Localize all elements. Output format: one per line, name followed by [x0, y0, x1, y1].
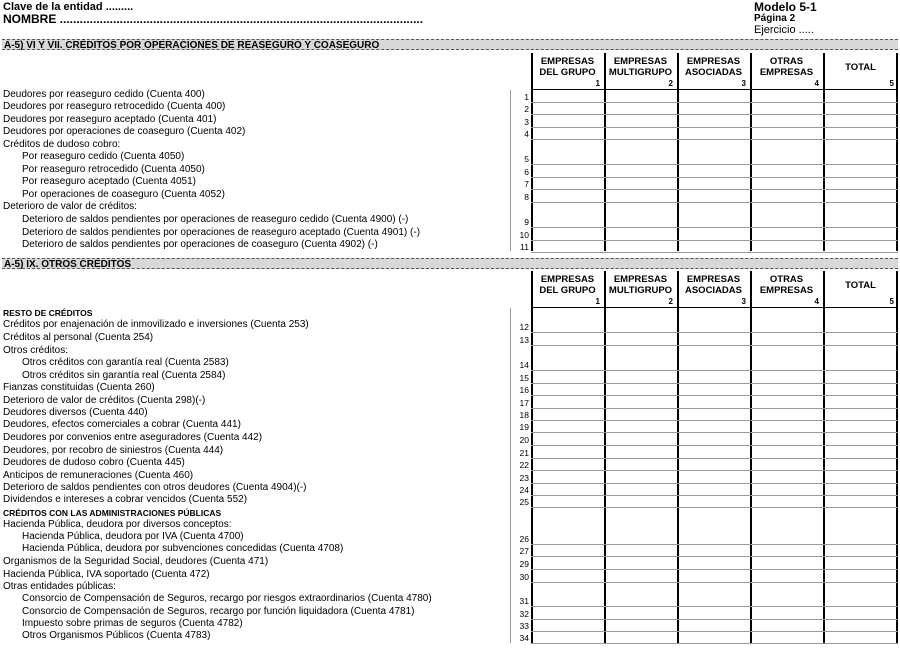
- row-line: [531, 619, 898, 620]
- row-number: 19: [519, 422, 529, 432]
- row-number: 3: [524, 117, 529, 127]
- row-label: Otros créditos sin garantía real (Cuenta 2584): [22, 370, 226, 381]
- row-line: [531, 582, 898, 583]
- row-number: 4: [524, 129, 529, 139]
- row-number: 1: [524, 92, 529, 102]
- row-label: Otras entidades públicas:: [3, 581, 116, 592]
- column-header-line2: EMPRESAS: [759, 67, 814, 78]
- row-line: [531, 332, 898, 333]
- column-header: [604, 56, 677, 78]
- row-label: Créditos al personal (Cuenta 254): [3, 332, 154, 343]
- row-line: [531, 432, 898, 433]
- row-label: Deudores diversos (Cuenta 440): [3, 407, 148, 418]
- column-header: [750, 56, 823, 78]
- row-line: [531, 643, 898, 644]
- row-label: Anticipos de remuneraciones (Cuenta 460): [3, 470, 194, 481]
- row-number: 11: [520, 242, 529, 252]
- column-header: [677, 274, 750, 296]
- row-number: 15: [519, 373, 529, 383]
- row-label: Deudores, efectos comerciales a cobrar (Cuenta 441): [3, 419, 241, 430]
- row-label: Deudores de dudoso cobro (Cuenta 445): [3, 457, 185, 468]
- row-line: [531, 127, 898, 128]
- row-number: 22: [519, 460, 529, 470]
- row-line: [531, 345, 898, 346]
- row-label: Dividendos e intereses a cobrar vencidos (Cuenta 552): [3, 494, 248, 505]
- value-grid: [531, 271, 898, 643]
- column-header-line2: DEL GRUPO: [539, 285, 596, 296]
- row-line: [531, 544, 898, 545]
- row-label: Créditos de dudoso cobro:: [3, 139, 121, 150]
- column-header: [750, 274, 823, 296]
- row-line: [531, 495, 898, 496]
- row-label: Deudores por operaciones de coaseguro (Cuenta 402): [3, 126, 246, 137]
- row-label: Deudores por convenios entre aseguradores (Cuenta 442): [3, 432, 263, 443]
- value-grid: [531, 53, 898, 251]
- row-label: Consorcio de Compensación de Seguros, recargo por función liquidadora (Cuenta 4781): [22, 606, 415, 617]
- column-header-line1: EMPRESAS: [540, 56, 595, 67]
- row-line: [531, 252, 898, 253]
- column-header-line2: ASOCIADAS: [684, 285, 742, 296]
- row-number: 13: [519, 335, 529, 345]
- column-header-line1: EMPRESAS: [613, 56, 668, 67]
- column-header-line2: DEL GRUPO: [539, 67, 596, 78]
- row-line: [531, 458, 898, 459]
- row-number: 17: [519, 398, 529, 408]
- column-header: [604, 274, 677, 296]
- column-number: 5: [889, 79, 894, 88]
- row-label: Otros Organismos Públicos (Cuenta 4783): [22, 630, 211, 641]
- row-line: [531, 227, 898, 228]
- column-header-line1: OTRAS: [769, 56, 804, 67]
- row-line: [531, 189, 898, 190]
- row-line: [531, 370, 898, 371]
- column-header-line2: ASOCIADAS: [684, 67, 742, 78]
- row-number: 33: [519, 621, 529, 631]
- row-number: 2: [524, 104, 529, 114]
- entity-key-label: Clave de la entidad .........: [3, 1, 134, 13]
- column-header-line1: EMPRESAS: [686, 274, 741, 285]
- row-label: Deudores por reaseguro aceptado (Cuenta 401): [3, 114, 217, 125]
- row-line: [531, 177, 898, 178]
- row-label: Deudores por reaseguro retrocedido (Cuenta 400): [3, 101, 226, 112]
- column-header: [531, 56, 604, 78]
- row-label: Hacienda Pública, IVA soportado (Cuenta 472): [3, 569, 210, 580]
- row-line: [531, 383, 898, 384]
- row-number: 18: [519, 410, 529, 420]
- column-number: 3: [741, 79, 746, 88]
- row-number: 14: [519, 360, 529, 370]
- model-label: Modelo 5-1: [754, 0, 817, 14]
- row-number: 7: [524, 179, 529, 189]
- column-divider: [896, 271, 898, 643]
- column-number: 1: [595, 297, 600, 306]
- page-label: Página 2: [754, 13, 796, 24]
- entity-name-label: NOMBRE .............................................................................................................: [3, 12, 424, 26]
- row-label: Otros créditos:: [3, 345, 69, 356]
- row-line: [531, 569, 898, 570]
- column-header-line2: MULTIGRUPO: [608, 285, 673, 296]
- section-1-title: A-5) VI Y VII. CRÉDITOS POR OPERACIONES DE REASEGURO Y COASEGURO: [2, 39, 898, 50]
- row-line: [531, 556, 898, 557]
- row-label: Deterioro de saldos pendientes por operaciones de coaseguro (Cuenta 4902) (-): [22, 239, 378, 250]
- row-number: 6: [524, 167, 529, 177]
- column-header-line1: TOTAL: [845, 62, 876, 73]
- row-label: Hacienda Pública, deudora por subvenciones concedidas (Cuenta 4708): [22, 543, 344, 554]
- row-label: Consorcio de Compensación de Seguros, recargo por riesgos extraordinarios (Cuenta 4780): [22, 593, 432, 604]
- column-divider: [823, 271, 825, 643]
- row-number: 16: [519, 385, 529, 395]
- column-header-line1: EMPRESAS: [686, 56, 741, 67]
- row-label: Hacienda Pública, deudora por diversos conceptos:: [3, 519, 232, 530]
- column-number: 5: [889, 297, 894, 306]
- section-2-title: A-5) IX. OTROS CRÉDITOS: [2, 258, 898, 269]
- column-header: [531, 274, 604, 296]
- row-label: Por reaseguro retrocedido (Cuenta 4050): [22, 164, 205, 175]
- row-number: 26: [519, 534, 529, 544]
- row-number: 20: [519, 435, 529, 445]
- row-label: CRÉDITOS CON LAS ADMINISTRACIONES PÚBLICAS: [3, 508, 222, 518]
- row-line: [531, 139, 898, 140]
- row-label: Por reaseguro cedido (Cuenta 4050): [22, 151, 185, 162]
- column-header-line1: TOTAL: [845, 280, 876, 291]
- row-label: Organismos de la Seguridad Social, deudores (Cuenta 471): [3, 556, 269, 567]
- row-line: [531, 202, 898, 203]
- row-label: Fianzas constituidas (Cuenta 260): [3, 382, 155, 393]
- row-label: RESTO DE CRÉDITOS: [3, 308, 93, 318]
- row-number: 5: [524, 154, 529, 164]
- row-number: 27: [519, 546, 529, 556]
- row-line: [531, 114, 898, 115]
- row-number: 31: [519, 596, 529, 606]
- row-number: 12: [519, 322, 529, 332]
- column-divider: [896, 53, 898, 251]
- row-number: 8: [524, 192, 529, 202]
- row-label: Deudores por reaseguro cedido (Cuenta 400): [3, 89, 205, 100]
- column-number: 3: [741, 297, 746, 306]
- column-number: 2: [668, 79, 673, 88]
- row-number: 32: [519, 609, 529, 619]
- row-line: [531, 164, 898, 165]
- column-number: 2: [668, 297, 673, 306]
- row-label: Otros créditos con garantía real (Cuenta 2583): [22, 357, 229, 368]
- column-number: 4: [814, 79, 819, 88]
- column-divider: [750, 271, 752, 643]
- header-separator: [531, 89, 898, 90]
- column-header-line1: OTRAS: [769, 274, 804, 285]
- row-number: 29: [519, 559, 529, 569]
- row-label: Créditos por enajenación de inmovilizado e inversiones (Cuenta 253): [3, 319, 309, 330]
- fiscal-year-label: Ejercicio .....: [754, 24, 814, 36]
- row-line: [531, 102, 898, 103]
- row-number: 21: [519, 448, 529, 458]
- column-number: 1: [595, 79, 600, 88]
- row-number: 25: [519, 497, 529, 507]
- header-separator: [531, 307, 898, 308]
- column-header-line1: EMPRESAS: [540, 274, 595, 285]
- row-number: 34: [519, 633, 529, 643]
- row-line: [531, 395, 898, 396]
- column-header: [823, 280, 898, 291]
- column-divider: [604, 271, 606, 643]
- row-line: [531, 445, 898, 446]
- row-label: Por reaseguro aceptado (Cuenta 4051): [22, 176, 197, 187]
- column-header: [823, 62, 898, 73]
- row-label: Deterioro de saldos pendientes por operaciones de reaseguro aceptado (Cuenta 4901) (-): [22, 227, 421, 238]
- row-label: Deterioro de saldos pendientes por operaciones de reaseguro cedido (Cuenta 4900) (-): [22, 214, 409, 225]
- row-line: [531, 408, 898, 409]
- row-line: [531, 420, 898, 421]
- column-header-line1: EMPRESAS: [613, 274, 668, 285]
- column-number: 4: [814, 297, 819, 306]
- row-label: Por operaciones de coaseguro (Cuenta 4052): [22, 189, 225, 200]
- row-line: [531, 606, 898, 607]
- row-line: [531, 470, 898, 471]
- row-number: 24: [519, 485, 529, 495]
- row-label: Hacienda Pública, deudora por IVA (Cuenta 4700): [22, 531, 244, 542]
- row-label: Deterioro de saldos pendientes con otros deudores (Cuenta 4904)(-): [3, 482, 307, 493]
- column-header-line2: MULTIGRUPO: [608, 67, 673, 78]
- row-label: Deterioro de valor de créditos:: [3, 201, 137, 212]
- row-number: 10: [519, 230, 529, 240]
- row-line: [531, 483, 898, 484]
- column-divider: [677, 271, 679, 643]
- row-line: [531, 507, 898, 508]
- row-label: Deterioro de valor de créditos (Cuenta 298)(-): [3, 395, 206, 406]
- row-label: Impuesto sobre primas de seguros (Cuenta 4782): [22, 618, 243, 629]
- row-line: [531, 240, 898, 241]
- row-number: 23: [519, 473, 529, 483]
- row-number: 30: [519, 572, 529, 582]
- row-line: [531, 631, 898, 632]
- row-number: 9: [524, 217, 529, 227]
- column-header: [677, 56, 750, 78]
- row-label: Deudores, por recobro de siniestros (Cuenta 444): [3, 445, 224, 456]
- column-header-line2: EMPRESAS: [759, 285, 814, 296]
- column-divider: [531, 271, 533, 643]
